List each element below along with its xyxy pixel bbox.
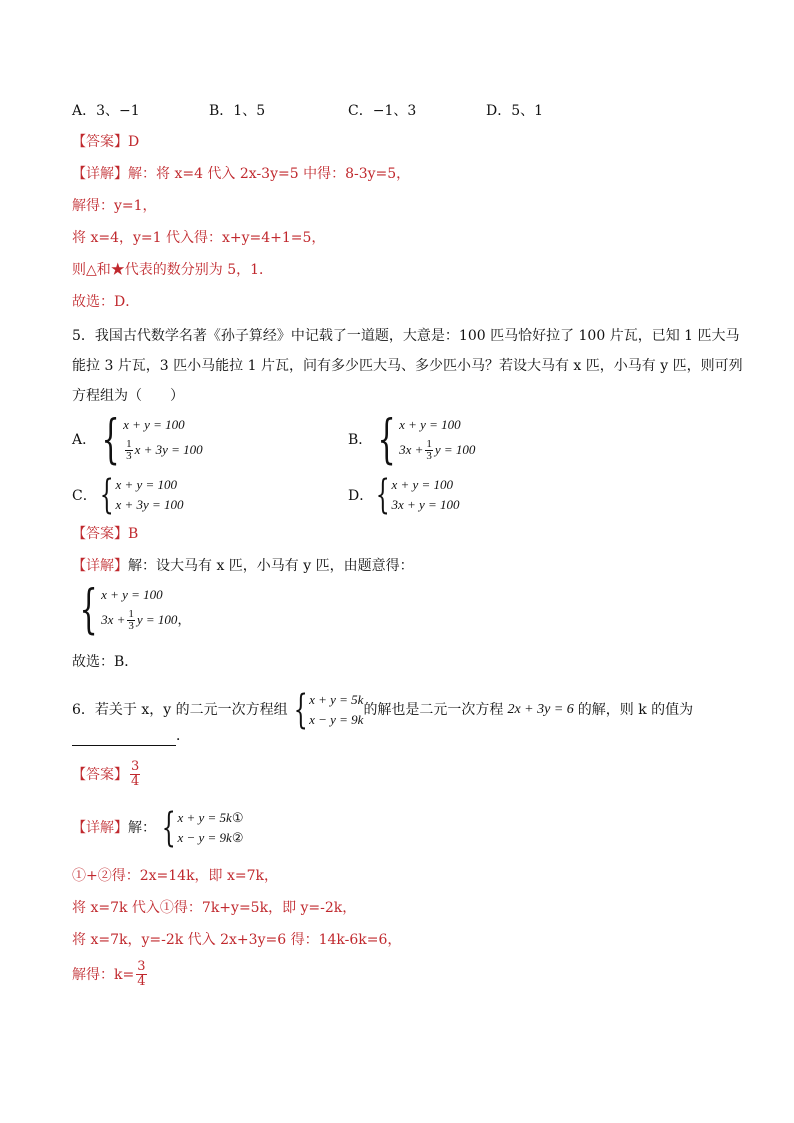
- q4-detail-4: 则△和★代表的数分别为 5，1．: [72, 262, 274, 278]
- q5-option-a-system: [94, 410, 203, 470]
- equation: x + 3y = 100: [115, 497, 184, 512]
- detail-label: 【详解】: [72, 558, 128, 574]
- q4-answer: [72, 132, 139, 152]
- left-brace: {: [79, 580, 98, 640]
- equation: 2x + 3y = 6: [507, 702, 574, 717]
- equation: 3x + $\frac{1}{3}$ y = 100: [399, 437, 476, 462]
- q6-stem: 6．若关于 x，y 的二元一次方程组 { x + y = 5k x − y = 9k 的解也是二元一次方程 2x + 3y = 6 的解，则 k 的值为: [72, 687, 694, 733]
- fraction: $\frac{1}{3}$: [128, 607, 134, 632]
- left-brace: {: [375, 472, 390, 518]
- fraction: $\frac{1}{3}$: [426, 437, 432, 462]
- q5-option-d-label: D．: [348, 488, 374, 504]
- q5-answer: [72, 524, 138, 544]
- q5-option-c-label: C．: [72, 488, 97, 504]
- q4-detail-5: 故选：D．: [72, 294, 140, 310]
- equation: x + y = 100: [399, 417, 461, 432]
- answer-value: B: [128, 526, 139, 542]
- q5-option-c-system: [94, 472, 184, 518]
- q4-detail-3: 将 x=4，y=1 代入得：x+y=4+1=5，: [72, 230, 326, 246]
- equation: x + y = 100: [391, 477, 454, 492]
- q4-option-c: C．−1、3: [348, 103, 417, 119]
- left-brace: {: [101, 410, 120, 470]
- q4-option-d: D．5、1: [486, 103, 544, 119]
- q4-option-a: A．3、−1: [72, 103, 140, 119]
- q5-conclusion: 故选：B．: [72, 654, 139, 670]
- fraction: $\frac{1}{3}$: [126, 437, 132, 462]
- answer-fraction: $\frac{3}{4}$: [131, 759, 140, 789]
- equation: x + y = 5k ①: [177, 810, 244, 825]
- detail-text: 解：设大马有 x 匹，小马有 y 匹，由题意得：: [128, 558, 414, 574]
- answer-label: 【答案】: [72, 766, 128, 783]
- q5-option-b-system: [370, 410, 476, 470]
- detail-label: 【详解】: [72, 820, 128, 836]
- q4-detail-2: 解得：y=1，: [72, 198, 157, 214]
- equation: x + y = 5k: [309, 692, 364, 707]
- q6-blank-line: ．: [72, 726, 190, 746]
- detail-label: 【详解】: [72, 166, 128, 182]
- q6-step-4: 解得：k= $\frac{3}{4}$: [72, 959, 146, 989]
- q6-step-2: 将 x=7k 代入①得：7k+y=5k，即 y=-2k，: [72, 900, 357, 916]
- q5-stem-line-1: 5．我国古代数学名著《孙子算经》中记载了一道题，大意是：100 匹马恰好拉了 100 片瓦，已知 1 匹大马: [72, 328, 740, 344]
- left-brace: {: [161, 805, 176, 851]
- answer-value: D: [128, 134, 140, 150]
- q6-stem-system: [288, 687, 364, 733]
- q5-option-d-system: [370, 472, 460, 518]
- q5-option-a-label: A．: [72, 432, 97, 448]
- equation: x + y = 100: [101, 587, 163, 602]
- left-brace: {: [293, 687, 308, 733]
- q5-stem-line-2: 能拉 3 片瓦，3 匹小马能拉 1 片瓦，问有多少匹大马、多少匹小马？若设大马有 x 匹，小马有 y 匹，则可列: [72, 358, 743, 374]
- equation: x − y = 9k: [309, 712, 364, 727]
- answer-label: 【答案】: [72, 526, 128, 542]
- q6-answer: [72, 760, 142, 789]
- equation: $\frac{1}{3}$ x + 3y = 100: [126, 437, 203, 462]
- q6-detail: 【详解】 解： { x + y = 5k ① x − y = 9k ②: [72, 805, 244, 851]
- q4-detail-1: [72, 164, 410, 184]
- q5-stem-line-3: 方程组为（ ）: [72, 388, 184, 404]
- equation: x − y = 9k ②: [177, 830, 244, 845]
- equation: x + y = 100: [123, 417, 185, 432]
- equation: x + y = 100: [115, 477, 178, 492]
- q5-option-b-label: B．: [348, 432, 373, 448]
- equation: 3x + y = 100: [391, 497, 460, 512]
- detail-text: 解：将 x=4 代入 2x-3y=5 中得：8-3y=5，: [128, 166, 411, 182]
- q5-detail: [72, 556, 414, 576]
- q6-step-1: ①+②得：2x=14k，即 x=7k，: [72, 868, 279, 884]
- left-brace: {: [377, 410, 396, 470]
- q6-step-3: 将 x=7k，y=-2k 代入 2x+3y=6 得：14k-6k=6，: [72, 932, 402, 948]
- answer-blank: [72, 731, 176, 746]
- equation: 3x + $\frac{1}{3}$ y = 100 ，: [101, 607, 191, 632]
- result-fraction: $\frac{3}{4}$: [137, 959, 146, 989]
- answer-label: 【答案】: [72, 134, 128, 150]
- left-brace: {: [99, 472, 114, 518]
- q5-detail-system: [72, 580, 191, 640]
- q4-option-b: B．1、5: [209, 103, 266, 119]
